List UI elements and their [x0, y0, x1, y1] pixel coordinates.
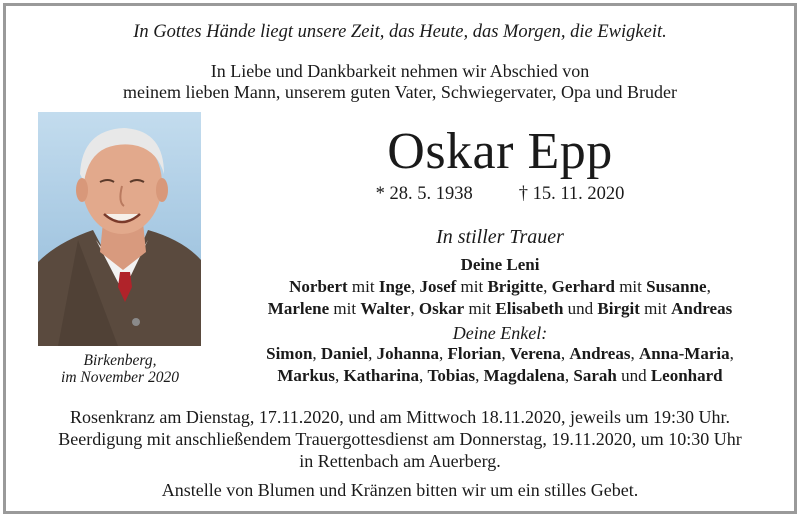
person-name: Verena	[509, 344, 561, 363]
person-name: Elisabeth	[495, 299, 564, 318]
person-name: Josef	[419, 277, 457, 296]
name-separator: ,	[439, 344, 448, 363]
person-name: Simon	[266, 344, 313, 363]
children-line-1	[200, 277, 800, 297]
grandchildren-line-2	[200, 366, 800, 386]
person-name: Brigitte	[487, 277, 544, 296]
grandchildren-label: Deine Enkel:	[452, 323, 548, 343]
name-separator: ,	[543, 277, 552, 296]
person-name: Gerhard	[551, 277, 615, 296]
name-separator: ,	[334, 366, 344, 385]
intro-line-2: meinem lieben Mann, unserem guten Vater, Schwiegervater, Opa und Bruder	[122, 82, 678, 102]
person-name: Sarah	[573, 366, 617, 385]
name-separator: ,	[501, 344, 510, 363]
name-separator: mit	[456, 277, 488, 296]
portrait-illustration	[38, 112, 201, 346]
person-name: Tobias	[427, 366, 476, 385]
person-name: Johanna	[376, 344, 440, 363]
grandchildren-line-1	[200, 344, 800, 364]
deceased-name: Oskar Epp	[387, 123, 613, 180]
name-separator: ,	[410, 299, 419, 318]
name-separator: und	[563, 299, 598, 318]
name-separator: ,	[475, 366, 484, 385]
name-separator: ,	[729, 344, 734, 363]
death-date: † 15. 11. 2020	[518, 184, 625, 204]
name-separator: mit	[347, 277, 379, 296]
person-name: Marlene	[267, 299, 330, 318]
funeral-location: in Rettenbach am Auerberg.	[299, 451, 501, 471]
person-name: Birgit	[597, 299, 640, 318]
photo-caption-place: Birkenberg,	[83, 352, 157, 369]
name-separator: ,	[410, 277, 420, 296]
person-name: Oskar	[418, 299, 465, 318]
person-name: Walter	[360, 299, 411, 318]
person-name: Magdalena	[483, 366, 565, 385]
person-name: Inge	[378, 277, 411, 296]
name-separator: ,	[564, 366, 574, 385]
rosary-info: Rosenkranz am Dienstag, 17.11.2020, und am Mittwoch 18.11.2020, jeweils um 19:30 Uhr.	[69, 407, 731, 427]
name-separator: und	[616, 366, 651, 385]
person-name: Florian	[447, 344, 502, 363]
mourning-heading: In stiller Trauer	[436, 226, 564, 248]
name-separator: ,	[419, 366, 428, 385]
spouse-line: Deine Leni	[460, 255, 540, 274]
name-separator: ,	[368, 344, 377, 363]
person-name: Daniel	[320, 344, 369, 363]
name-separator: ,	[560, 344, 570, 363]
intro-line-1: In Liebe und Dankbarkeit nehmen wir Abschied von	[210, 61, 590, 81]
person-name: Leonhard	[650, 366, 723, 385]
life-dates	[200, 184, 800, 205]
photo-caption-date: im November 2020	[61, 369, 179, 386]
name-separator: ,	[312, 344, 321, 363]
name-separator: ,	[630, 344, 639, 363]
person-name: Andreas	[569, 344, 631, 363]
closing-request: Anstelle von Blumen und Kränzen bitten wir um ein stilles Gebet.	[161, 480, 639, 500]
person-name: Susanne	[646, 277, 707, 296]
person-name: Anna-Maria	[638, 344, 730, 363]
name-separator: mit	[329, 299, 361, 318]
name-separator: mit	[639, 299, 672, 318]
motto: In Gottes Hände liegt unsere Zeit, das Heute, das Morgen, die Ewigkeit.	[133, 22, 667, 42]
birth-date: * 28. 5. 1938	[375, 184, 473, 204]
children-line-2	[200, 299, 800, 319]
name-separator: mit	[464, 299, 496, 318]
person-name: Markus	[277, 366, 335, 385]
person-name: Andreas	[671, 299, 733, 318]
name-separator: mit	[614, 277, 647, 296]
name-separator: ,	[706, 277, 711, 296]
person-name: Katharina	[343, 366, 420, 385]
person-name: Norbert	[289, 277, 348, 296]
funeral-info: Beerdigung mit anschließendem Trauergottesdienst am Donnerstag, 19.11.2020, um 10:30 Uhr	[58, 429, 742, 449]
portrait-photo	[38, 112, 201, 346]
